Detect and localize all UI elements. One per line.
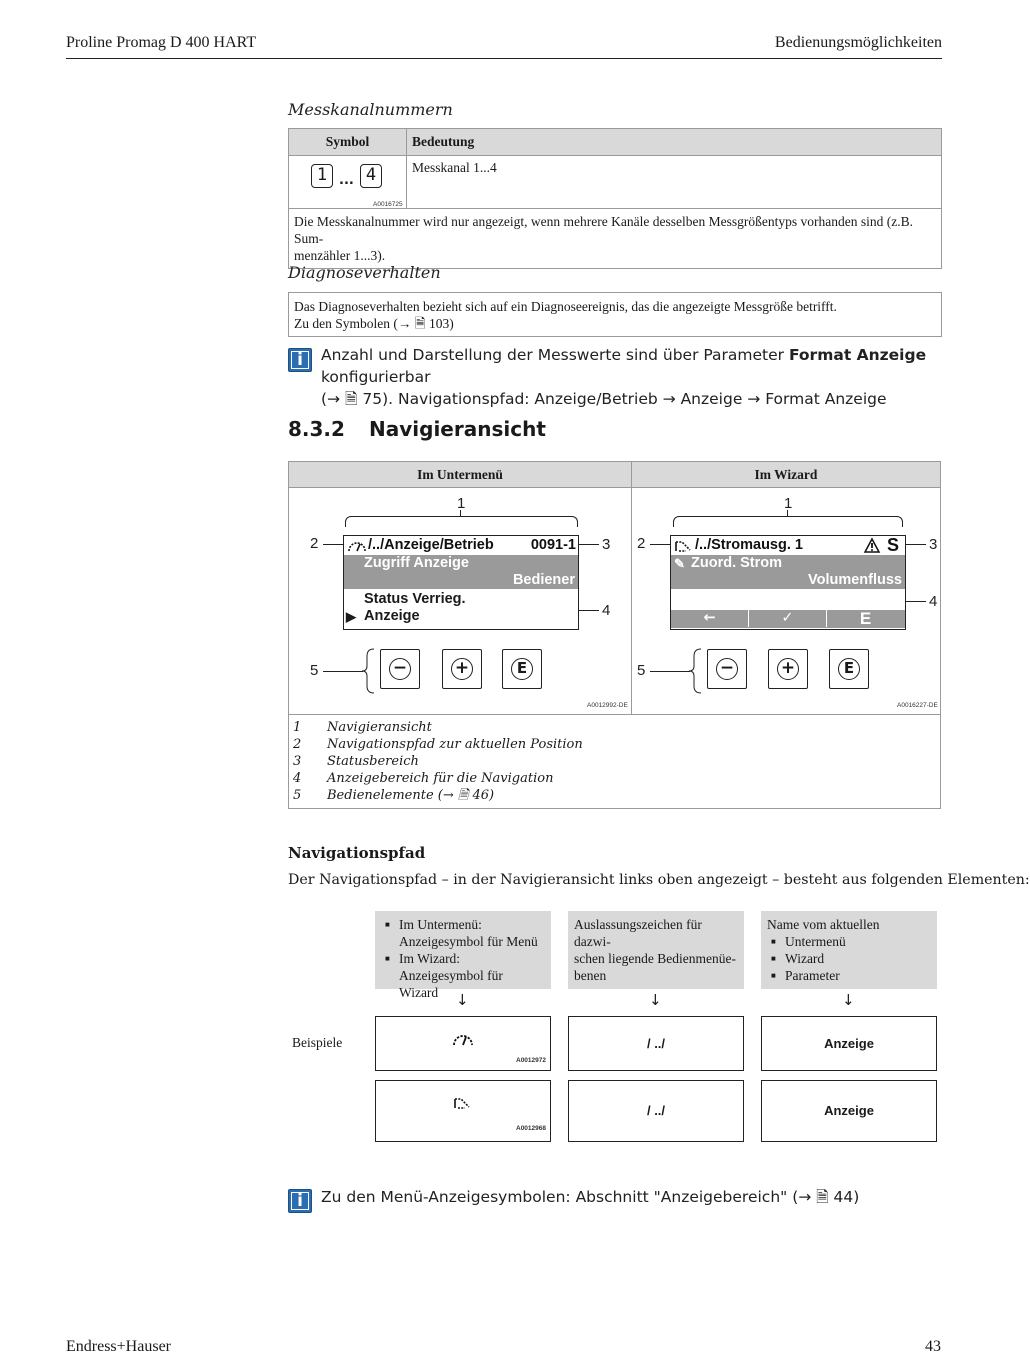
navigation-view-figure (288, 461, 941, 809)
section-number: 8.3.2 (288, 417, 345, 441)
legend-item: 2 Navigationspfad zur aktuellen Position (293, 737, 583, 752)
channel-last-icon: 4 (360, 164, 382, 188)
callout-1: 1 (457, 495, 466, 512)
lcd-header-row (671, 537, 905, 554)
edit-pencil-icon: ✎ (674, 556, 685, 571)
lcd-row-selected: Zugriff Anzeige (344, 555, 578, 572)
callout-line-2 (323, 544, 345, 545)
list-item: ■ Untermenü (785, 933, 931, 950)
wizard-enter-button[interactable]: E (859, 609, 872, 628)
diagnose-box (288, 292, 942, 337)
brace-left-right (688, 648, 702, 694)
channel-first-icon: 1 (311, 164, 333, 188)
messkanal-note-line2: menzähler 1...3). (294, 248, 386, 263)
list-item: ■ Im Untermenü: Anzeigesymbol für Menü (399, 916, 545, 950)
callout-line-3 (577, 544, 599, 545)
lcd-row-selected-value: Bediener (344, 572, 578, 589)
navpath-intro: Der Navigationspfad – in der Navigieransicht links oben angezeigt – besteht aus folgenden Elementen: (288, 872, 1030, 888)
example-wizard-symbol: A0012968 (375, 1080, 551, 1142)
callout-line-4-right (903, 601, 926, 602)
callout-3: 3 (602, 536, 611, 553)
callout-5: 5 (310, 662, 319, 679)
lcd-row-item: Status Verrieg. (364, 591, 466, 607)
col-im-wizard: Im Wizard (632, 462, 940, 488)
callout-4: 4 (602, 602, 611, 619)
lcd-header-row (344, 537, 578, 554)
header-section: Bedienungsmöglichkeiten (774, 34, 942, 51)
cursor-arrow-icon: ▶ (346, 609, 356, 624)
channel-symbol-cell (289, 156, 407, 209)
examples-label: Beispiele (292, 1035, 343, 1050)
diagnose-line1: Das Diagnoseverhalten bezieht sich auf ein Diagnoseereignis, das die angezeigte Messgröße betrifft. (294, 299, 837, 314)
callout-1-right: 1 (784, 495, 793, 512)
callout-4-right: 4 (929, 593, 938, 610)
lcd-row-selected-value: Volumenfluss (671, 572, 905, 589)
channel-meaning: Messkanal 1...4 (407, 156, 942, 209)
element-menu-symbol (375, 911, 551, 1000)
legend-list (293, 719, 583, 804)
wizard-icon (674, 539, 694, 553)
messkanal-title: Messkanalnummern (288, 100, 453, 119)
lcd-status-code: 0091-1 (530, 537, 576, 553)
enter-key[interactable]: E (829, 649, 869, 689)
callout-line-4 (577, 610, 599, 611)
messkanal-table (288, 128, 942, 269)
lcd-nav-path: /../Stromausg. 1 (695, 537, 803, 553)
plus-key[interactable]: + (768, 649, 808, 689)
lcd-status-signal: S (886, 535, 899, 555)
callout-5-right: 5 (637, 662, 646, 679)
plus-key[interactable]: + (442, 649, 482, 689)
footer-brand: Endress+Hauser (66, 1338, 171, 1355)
element-current-name: Name vom aktuellen ■ Untermenü ■ Wizard ■ Parameter (761, 911, 937, 989)
diagnose-line2[interactable]: Zu den Symbolen (→ 🗎 103) (294, 316, 454, 331)
page-number: 43 (925, 1338, 941, 1355)
callout-line-5-right (650, 671, 690, 672)
example-ellipsis: / ../ (568, 1016, 744, 1071)
example-ellipsis: / ../ (568, 1080, 744, 1142)
brace-tip-right (787, 510, 788, 516)
list-item: ■ Im Wizard: Anzeigesymbol für Wizard (399, 950, 545, 1001)
callout-line-5 (323, 671, 363, 672)
info-icon: i (288, 1189, 312, 1213)
info-note-link[interactable]: (→ 🗎 75). Navigationspfad: Anzeige/Betrieb → Anzeige → Format Anzeige (321, 390, 887, 408)
brace-top (345, 516, 578, 527)
col-im-untermenue: Im Untermenü (289, 462, 632, 488)
element-ellipsis: Auslassungszeichen für dazwi- schen liegende Bedienmenüe- benen (568, 911, 744, 989)
info-note-format: Anzahl und Darstellung der Messwerte sind über Parameter Format Anzeige konfigurierbar (→ 🗎 75). Navigationspfad: Anzeige/Betrieb → Anzeige → Format Anzeige (321, 346, 927, 408)
image-code-left: A0012992-DE (587, 702, 628, 709)
image-code: A0016725 (373, 201, 403, 208)
parameter-format-anzeige: Format Anzeige (788, 346, 927, 364)
info-note-symbols[interactable]: Zu den Menü-Anzeigesymbolen: Abschnitt "Anzeigebereich" (→ 🗎 44) (321, 1188, 860, 1206)
legend-item: 1 Navigieransicht (293, 720, 432, 735)
wizard-confirm-button[interactable]: ✓ (749, 610, 827, 627)
brace-tip (460, 510, 461, 516)
figure-divider (631, 488, 632, 714)
lcd-nav-path: /../Anzeige/Betrieb (368, 537, 494, 553)
brace-top-right (673, 516, 903, 527)
arrow-down-icon: ↓ (456, 991, 469, 1009)
legend-item: 3 Statusbereich (293, 754, 419, 769)
example-menu-symbol: A0012972 (375, 1016, 551, 1071)
example-current-name: Anzeige (761, 1016, 937, 1071)
callout-3-right: 3 (929, 536, 938, 553)
info-icon: i (288, 348, 312, 372)
messkanal-note-line1: Die Messkanalnummer wird nur angezeigt, wenn mehrere Kanäle desselben Messgrößentyps vorhanden sind (z.B. Sum- (294, 214, 913, 246)
wizard-back-button[interactable]: ← (671, 610, 749, 627)
callout-2: 2 (310, 535, 319, 552)
lcd-row-selected: ✎ Zuord. Strom (671, 555, 905, 572)
col-meaning: Bedeutung (407, 129, 942, 156)
example-current-name: Anzeige (761, 1080, 937, 1142)
callout-line-2-right (650, 544, 672, 545)
menu-gauge-icon (451, 1031, 475, 1047)
wizard-icon (453, 1096, 473, 1110)
list-item: ■ Wizard (785, 950, 931, 967)
wizard-softkey-bar (671, 610, 905, 628)
col-symbol: Symbol (289, 129, 407, 156)
minus-key[interactable]: − (380, 649, 420, 689)
local-display-untermenue (343, 535, 579, 630)
arrow-down-icon: ↓ (842, 991, 855, 1009)
legend-item[interactable]: 5 Bedienelemente (→ 🗎 46) (293, 788, 495, 803)
channel-ellipsis: ... (339, 173, 354, 188)
section-title: Navigieransicht (369, 417, 546, 441)
brace-left (361, 648, 375, 694)
lcd-row-item-active: ▶ Anzeige (346, 608, 420, 624)
callout-line-3-right (903, 544, 926, 545)
callout-2-right: 2 (637, 535, 646, 552)
list-item: ■ Parameter (785, 967, 931, 984)
diagnose-title: Diagnoseverhalten (288, 263, 441, 282)
warning-icon (864, 538, 880, 553)
image-code-right: A0016227-DE (897, 702, 938, 709)
header-title: Proline Promag D 400 HART (66, 34, 257, 51)
enter-key[interactable]: E (502, 649, 542, 689)
legend-item: 4 Anzeigebereich für die Navigation (293, 771, 554, 786)
menu-gauge-icon (347, 539, 367, 553)
local-display-wizard (670, 535, 906, 630)
legend-divider (289, 714, 940, 715)
arrow-down-icon: ↓ (649, 991, 662, 1009)
navpath-heading: Navigationspfad (288, 844, 426, 862)
minus-key[interactable]: − (707, 649, 747, 689)
header-rule (66, 58, 942, 59)
messkanal-note (289, 209, 942, 269)
